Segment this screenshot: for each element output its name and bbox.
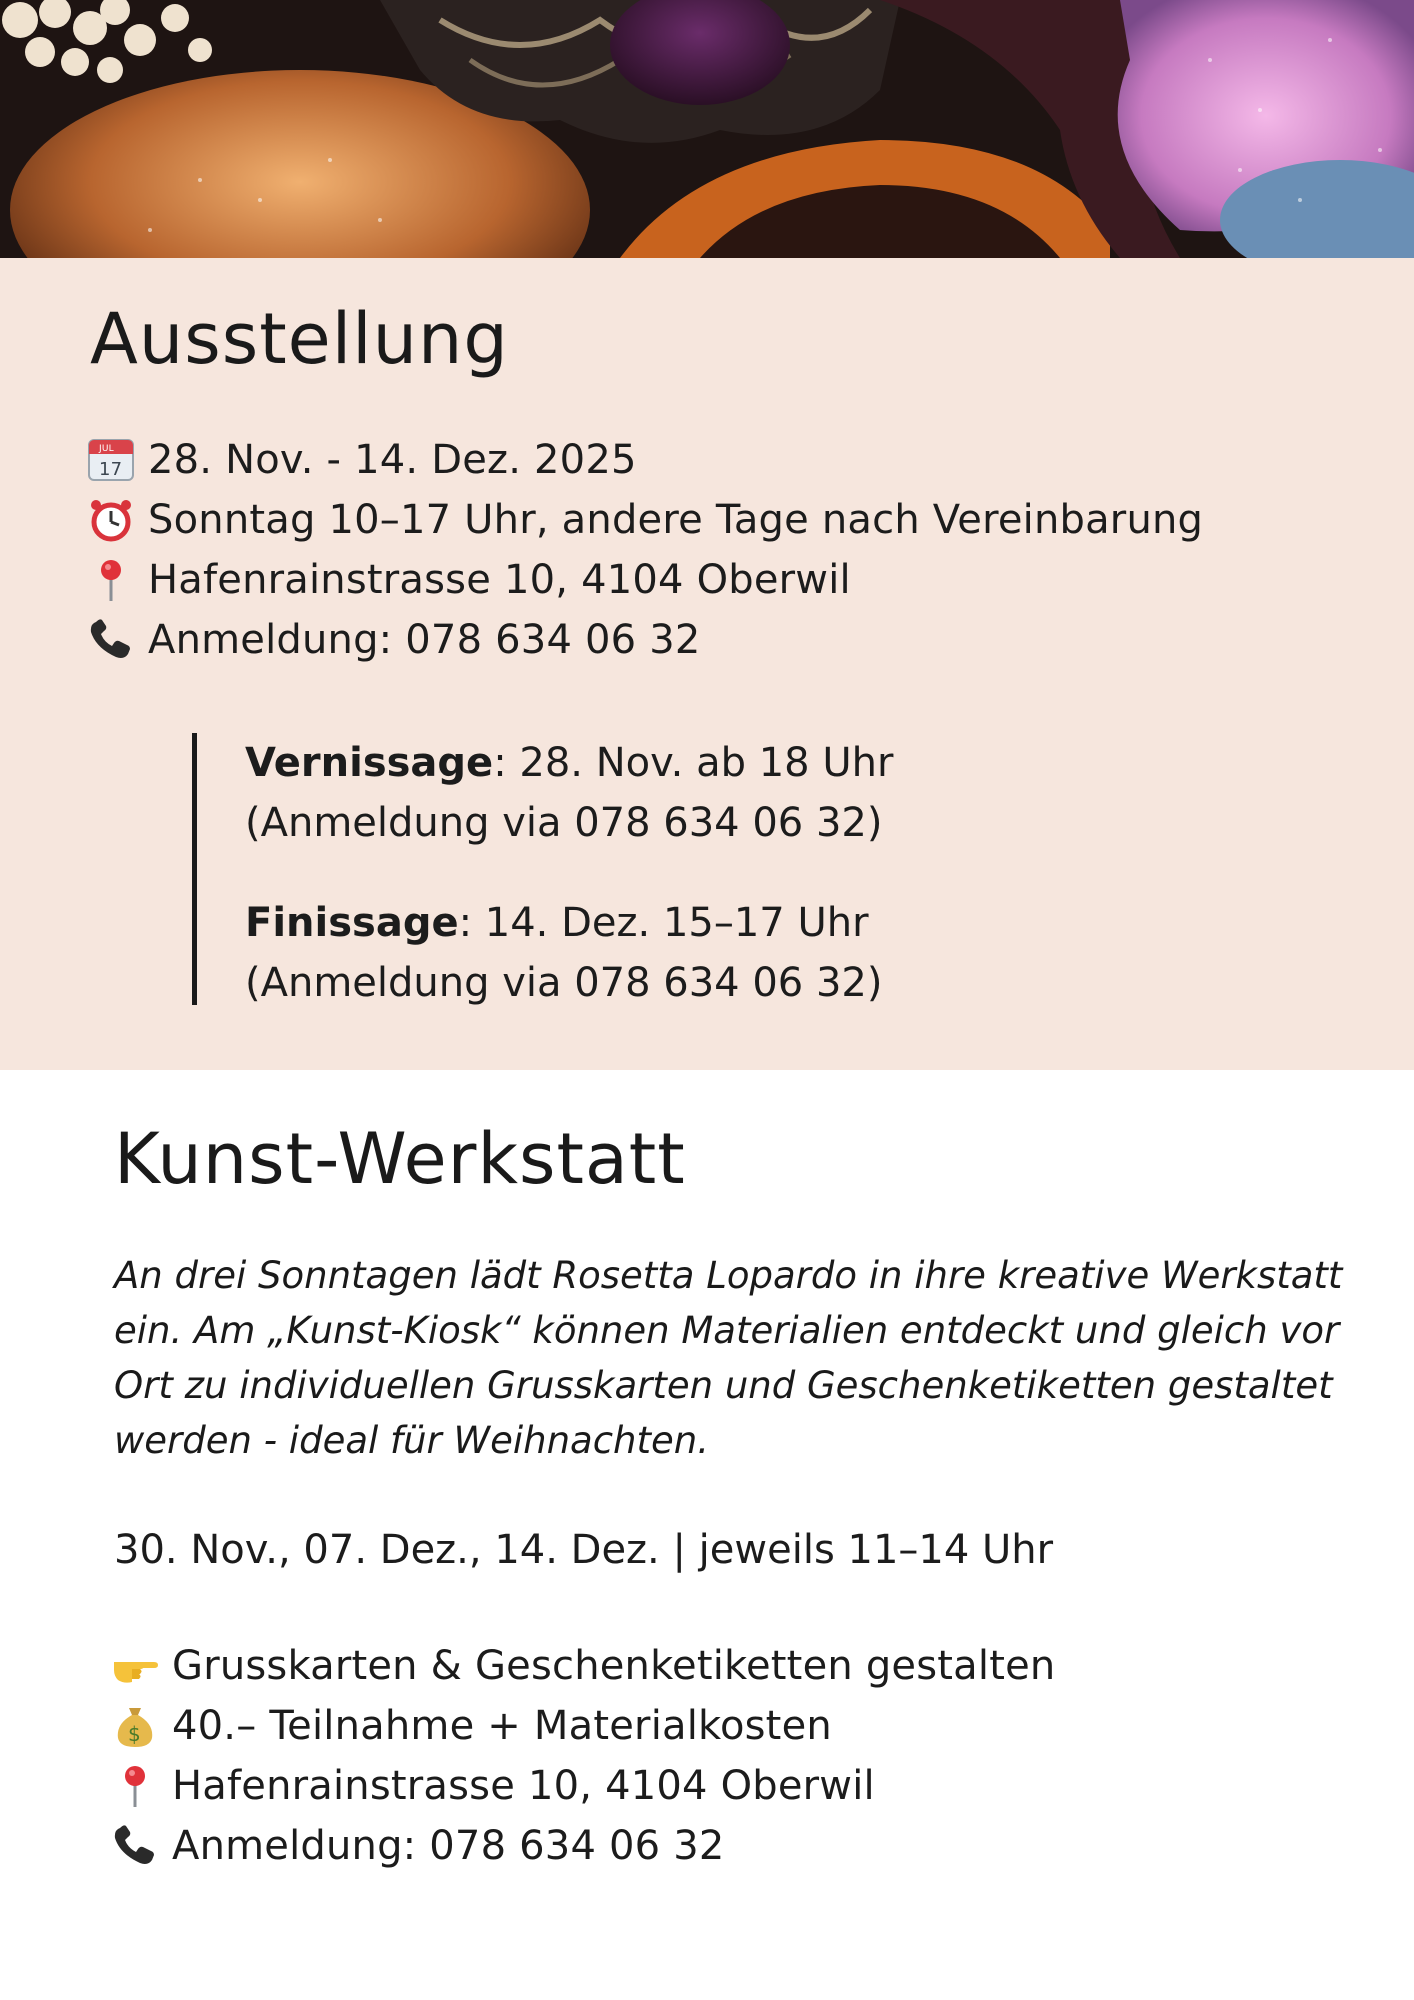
workshop-activity-item [110,1636,1055,1696]
workshop-address-text: Hafenrainstrasse 10, 4104 Oberwil [172,1763,875,1809]
calendar-icon [86,438,136,482]
exhibition-section [0,258,1414,1070]
workshop-description: An drei Sonntagen lädt Rosetta Lopardo in ihre kreative Werkstatt ein. Am „Kunst-Kiosk“ können Materialien entdeckt und gleich vor Ort zu individuellen Grusskarten und Geschenketiketten gestaltet werden - ideal für Weihnachten. [114,1254,1343,1462]
workshop-phone-item [110,1816,1055,1876]
money-bag-icon [110,1704,160,1748]
svg-text:$: $ [128,1722,141,1746]
exhibition-phone-text: Anmeldung: 078 634 06 32 [148,617,701,663]
finissage-note: (Anmeldung via 078 634 06 32) [245,960,883,1006]
workshop-price-text: 40.– Teilnahme + Materialkosten [172,1703,832,1749]
pointing-hand-icon [110,1644,160,1688]
exhibition-date-item [86,430,1203,490]
exhibition-date-text: 28. Nov. - 14. Dez. 2025 [148,437,637,483]
vernissage-label: Vernissage [245,740,494,786]
finissage-label: Finissage [245,900,459,946]
exhibition-hours-item [86,490,1203,550]
workshop-address-item [110,1756,1055,1816]
workshop-info-list [110,1636,1055,1876]
exhibition-hours-text: Sonntag 10–17 Uhr, andere Tage nach Vereinbarung [148,497,1204,543]
workshop-title: Kunst-Werkstatt [114,1118,686,1200]
alarm-clock-icon [86,498,136,542]
exhibition-info-list [86,430,1203,670]
exhibition-address-text: Hafenrainstrasse 10, 4104 Oberwil [148,557,851,603]
finissage-event [245,893,1092,1013]
vernissage-note: (Anmeldung via 078 634 06 32) [245,800,883,846]
exhibition-address-item [86,550,1203,610]
finissage-time: : 14. Dez. 15–17 Uhr [458,900,869,946]
workshop-price-item [110,1696,1055,1756]
workshop-dates: 30. Nov., 07. Dez., 14. Dez. | jeweils 11–14 Uhr [114,1527,1054,1573]
phone-icon [86,618,136,662]
phone-icon [110,1824,160,1868]
svg-text:17: 17 [99,459,123,480]
exhibition-phone-item [86,610,1203,670]
exhibition-events [192,733,1092,1005]
hero-photo [0,0,1414,258]
vernissage-time: : 28. Nov. ab 18 Uhr [493,740,894,786]
location-pin-icon [110,1764,160,1808]
exhibition-title: Ausstellung [90,298,509,380]
svg-text:JUL: JUL [99,444,114,454]
location-pin-icon [86,558,136,602]
workshop-phone-text: Anmeldung: 078 634 06 32 [172,1823,725,1869]
workshop-activity-text: Grusskarten & Geschenketiketten gestalten [172,1643,1056,1689]
vernissage-event [245,733,1092,853]
